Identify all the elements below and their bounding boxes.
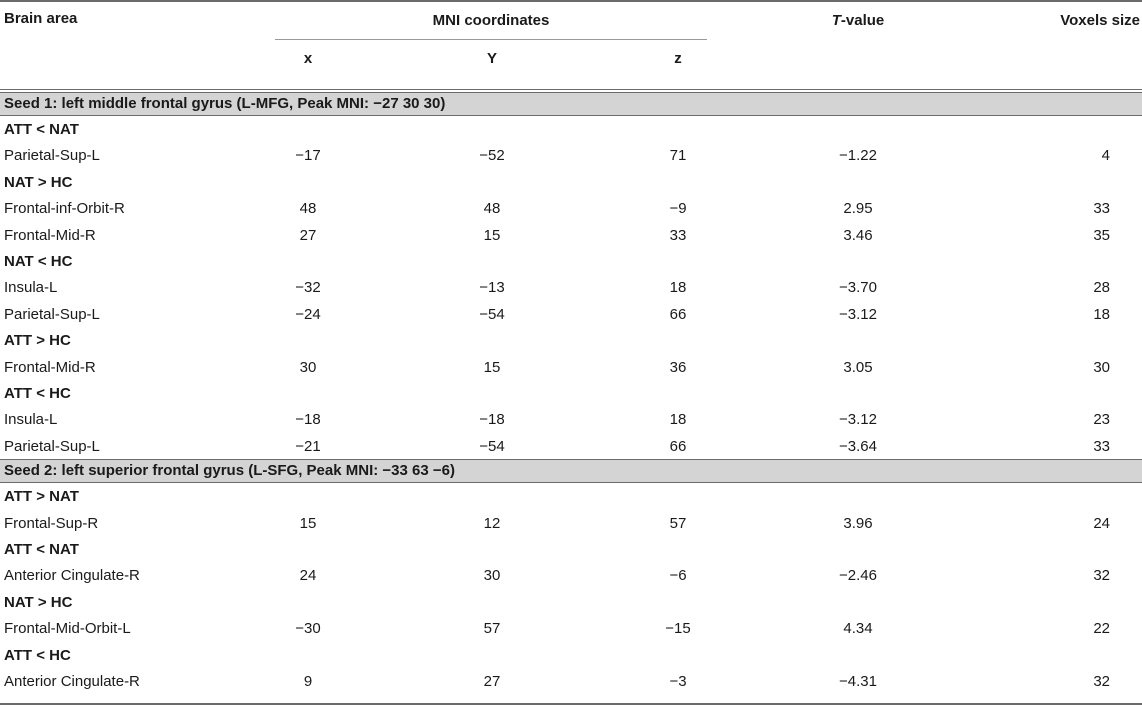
seed-label: Seed 2: left superior frontal gyrus (L-SFG, Peak MNI: −33 63 −6) — [4, 462, 455, 480]
cell-z: −15 — [665, 620, 691, 638]
header-z: z — [674, 50, 682, 67]
cell-brain-area: Frontal-Mid-R — [4, 358, 96, 376]
table-row — [0, 407, 1142, 433]
contrast-row — [0, 381, 1142, 407]
cell-brain-area: Frontal-Sup-R — [4, 514, 99, 532]
cell-y: 12 — [483, 514, 501, 532]
cell-brain-area: Frontal-Mid-R — [4, 226, 96, 244]
cell-z: 18 — [669, 411, 687, 429]
table-row — [0, 616, 1142, 642]
cell-z: 57 — [669, 514, 687, 532]
table-row — [0, 223, 1142, 249]
cell-brain-area: Frontal-inf-Orbit-R — [4, 200, 125, 218]
cell-voxels: 30 — [1093, 358, 1110, 376]
contrast-row — [0, 249, 1142, 275]
cell-y: 15 — [483, 358, 501, 376]
header-y: Y — [486, 50, 497, 67]
cell-x: 48 — [299, 200, 317, 218]
header-bottom-rule — [0, 89, 1142, 90]
seed-label: Seed 1: left middle frontal gyrus (L-MFG, Peak MNI: −27 30 30) — [4, 95, 446, 112]
cell-y: 30 — [483, 567, 501, 585]
contrast-label: NAT < HC — [4, 253, 73, 270]
header-x: x — [303, 50, 313, 67]
cell-x: 27 — [299, 226, 317, 244]
cell-brain-area: Anterior Cingulate-R — [4, 673, 140, 690]
cell-voxels: 33 — [1093, 200, 1110, 218]
cell-y: −13 — [479, 279, 505, 297]
cell-x: −21 — [295, 437, 321, 455]
cell-brain-area: Parietal-Sup-L — [4, 437, 100, 455]
cell-voxels: 23 — [1093, 411, 1110, 429]
cell-x: −18 — [295, 411, 321, 429]
contrast-row — [0, 328, 1142, 354]
contrast-row — [0, 117, 1142, 143]
cell-y: 57 — [483, 620, 501, 638]
cell-t-value: 2.95 — [843, 200, 873, 218]
table-top-rule — [0, 0, 1142, 2]
cell-y: 48 — [483, 200, 501, 218]
cell-x: 15 — [299, 514, 317, 532]
contrast-row — [0, 643, 1142, 669]
table-bottom-rule — [0, 703, 1142, 705]
cell-z: −9 — [669, 200, 687, 218]
cell-brain-area: Frontal-Mid-Orbit-L — [4, 620, 131, 638]
table-row — [0, 355, 1142, 381]
cell-t-value: −1.22 — [839, 147, 877, 165]
contrast-label: ATT < HC — [4, 646, 71, 664]
cell-t-value: −4.31 — [839, 673, 877, 690]
contrast-row — [0, 590, 1142, 616]
contrast-label: NAT > HC — [4, 593, 73, 611]
header-brain-area: Brain area — [4, 10, 78, 27]
cell-t-value: −3.64 — [839, 437, 877, 455]
cell-t-value: 3.46 — [843, 226, 873, 244]
cell-z: −3 — [669, 673, 687, 690]
cell-z: 18 — [669, 279, 687, 297]
cell-brain-area: Insula-L — [4, 279, 58, 297]
cell-z: 66 — [669, 305, 687, 323]
contrast-label: ATT < NAT — [4, 541, 79, 558]
cell-x: 24 — [299, 567, 317, 585]
seed-row — [0, 92, 1142, 116]
cell-t-value: −3.12 — [839, 305, 877, 323]
contrast-row — [0, 170, 1142, 196]
cell-voxels: 32 — [1093, 567, 1110, 585]
contrast-row — [0, 537, 1142, 563]
seed-row — [0, 459, 1142, 483]
table-row — [0, 302, 1142, 328]
cell-voxels: 22 — [1093, 620, 1110, 638]
cell-voxels: 32 — [1093, 673, 1110, 690]
header-t-value — [798, 12, 918, 29]
cell-x: −30 — [295, 620, 321, 638]
table-row — [0, 563, 1142, 589]
cell-t-value: −2.46 — [839, 567, 877, 585]
cell-t-value: 4.34 — [843, 620, 873, 638]
table-row — [0, 669, 1142, 695]
cell-x: −17 — [295, 147, 321, 165]
mni-header-rule — [275, 39, 707, 40]
contrast-label: ATT > HC — [4, 332, 71, 350]
cell-z: 33 — [669, 226, 687, 244]
header-t-suffix: -value — [840, 12, 885, 29]
cell-brain-area: Parietal-Sup-L — [4, 147, 100, 165]
cell-brain-area: Insula-L — [4, 411, 58, 429]
contrast-label: ATT < NAT — [4, 121, 79, 138]
table-row — [0, 143, 1142, 169]
cell-y: −54 — [479, 437, 505, 455]
contrast-row — [0, 484, 1142, 510]
header-t-letter: T — [831, 12, 841, 29]
cell-voxels: 35 — [1093, 226, 1110, 244]
table-row — [0, 511, 1142, 537]
cell-x: −32 — [295, 279, 321, 297]
cell-y: −52 — [479, 147, 505, 165]
cell-brain-area: Parietal-Sup-L — [4, 305, 100, 323]
cell-z: −6 — [669, 567, 687, 585]
cell-voxels: 4 — [1101, 147, 1110, 165]
cell-x: −24 — [295, 305, 321, 323]
contrast-label: NAT > HC — [4, 173, 73, 191]
cell-z: 66 — [669, 437, 687, 455]
cell-y: 15 — [483, 226, 501, 244]
cell-z: 71 — [669, 147, 687, 165]
cell-voxels: 24 — [1093, 514, 1110, 532]
cell-y: 27 — [483, 673, 501, 690]
header-voxels-size: Voxels size — [1060, 12, 1140, 29]
cell-x: 9 — [303, 673, 313, 690]
cell-y: −54 — [479, 305, 505, 323]
cell-voxels: 33 — [1093, 437, 1110, 455]
header-mni-coordinates: MNI coordinates — [432, 12, 550, 29]
cell-voxels: 28 — [1093, 279, 1110, 297]
table-row — [0, 196, 1142, 222]
cell-t-value: 3.96 — [843, 514, 873, 532]
cell-t-value: −3.12 — [839, 411, 877, 429]
cell-brain-area: Anterior Cingulate-R — [4, 567, 140, 585]
contrast-label: ATT > NAT — [4, 488, 79, 506]
cell-z: 36 — [669, 358, 687, 376]
contrast-label: ATT < HC — [4, 385, 71, 402]
cell-x: 30 — [299, 358, 317, 376]
cell-t-value: −3.70 — [839, 279, 877, 297]
table-row — [0, 275, 1142, 301]
table-row — [0, 434, 1142, 460]
cell-t-value: 3.05 — [843, 358, 873, 376]
cell-voxels: 18 — [1093, 305, 1110, 323]
cell-y: −18 — [479, 411, 505, 429]
